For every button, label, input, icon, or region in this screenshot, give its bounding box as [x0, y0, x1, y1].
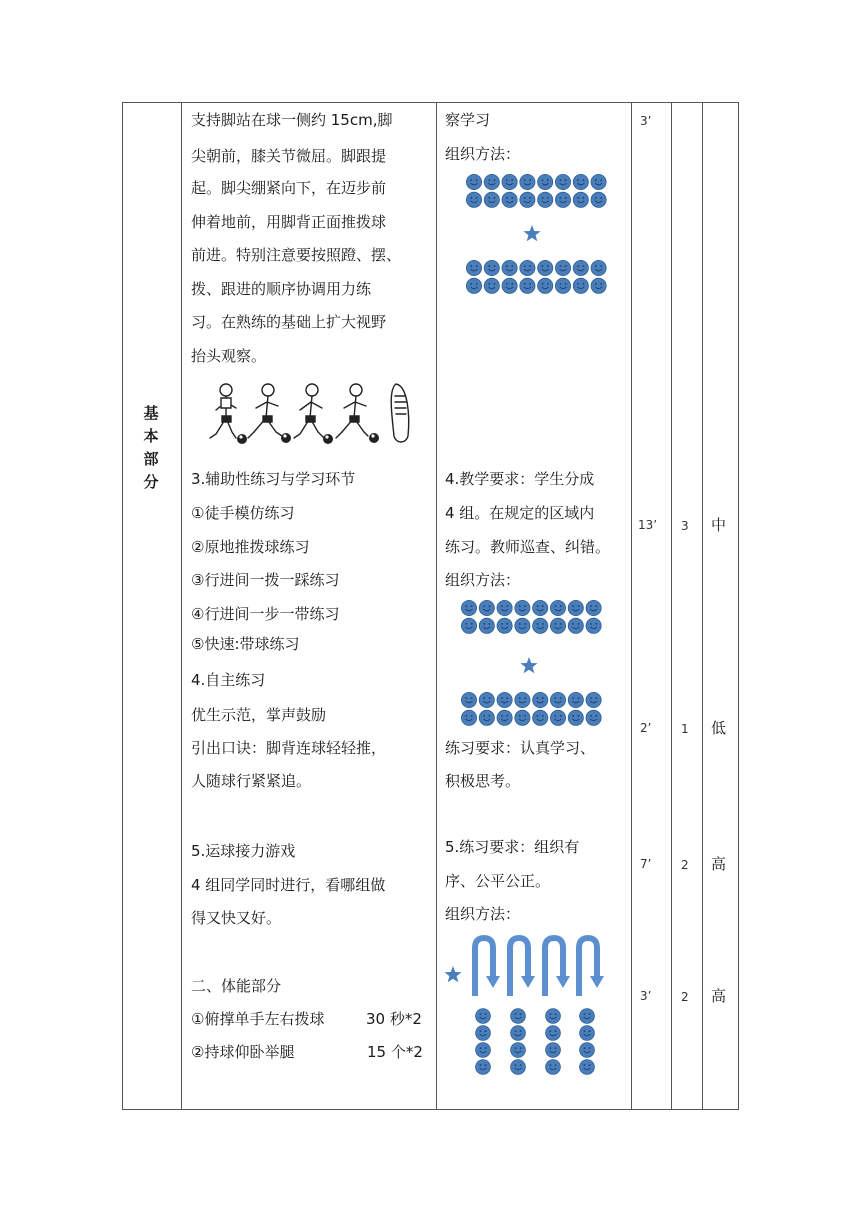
content-line: 伸着地前，用脚背正面推拨球 [191, 213, 387, 231]
count-value: 2 [681, 858, 689, 872]
student-smiley-icon [591, 192, 606, 207]
student-smiley-icon [550, 692, 565, 707]
student-smiley-icon [466, 278, 481, 293]
student-smiley-icon [586, 692, 601, 707]
student-smiley-icon [591, 174, 606, 189]
student-smiley-icon [520, 174, 535, 189]
part4-title: 4.自主练习 [191, 671, 266, 689]
student-smiley-icon [476, 1060, 491, 1075]
fitness-item-name: ①俯撑单手左右拨球 [191, 1010, 325, 1028]
section-title-char: 分 [143, 473, 159, 491]
student-smiley-icon [550, 600, 565, 615]
student-smiley-icon [573, 278, 588, 293]
student-smiley-icon [533, 710, 548, 725]
student-smiley-icon [550, 710, 565, 725]
student-smiley-icon [538, 192, 553, 207]
student-smiley-icon [538, 260, 553, 275]
time-value: 3’ [640, 114, 652, 128]
section-title [139, 402, 163, 494]
student-smiley-icon [515, 600, 530, 615]
part4-line: 优生示范，掌声鼓励 [191, 706, 327, 724]
time-value: 2’ [640, 721, 652, 735]
part4-line: 人随球行紧紧追。 [191, 772, 312, 790]
student-smiley-icon [497, 692, 512, 707]
student-smiley-icon [476, 1043, 491, 1058]
student-smiley-icon [476, 1026, 491, 1041]
time-value: 3’ [640, 989, 652, 1003]
student-smiley-icon [479, 618, 494, 633]
student-smiley-icon [461, 600, 476, 615]
count-value: 2 [681, 990, 689, 1004]
student-smiley-icon [580, 1060, 595, 1075]
time-value: 7’ [640, 857, 652, 871]
student-smiley-icon [538, 278, 553, 293]
formation-diagram-2 [455, 594, 607, 732]
student-smiley-icon [555, 174, 570, 189]
teacher-star-icon [520, 657, 537, 673]
intensity-value: 高 [711, 855, 727, 873]
teacher-star-icon [444, 966, 461, 982]
content-line: 支持脚站在球一侧约 15cm,脚 [191, 111, 393, 129]
org-requirement-line: 序、公平公正。 [445, 872, 551, 890]
student-smiley-icon [568, 692, 583, 707]
content-line: 拨、跟进的顺序协调用力练 [191, 280, 372, 298]
student-smiley-icon [586, 618, 601, 633]
part3-title: 3.辅助性练习与学习环节 [191, 470, 356, 488]
student-smiley-icon [550, 618, 565, 633]
student-smiley-icon [573, 174, 588, 189]
student-smiley-icon [555, 260, 570, 275]
fitness-item-amount: 15 个*2 [367, 1043, 423, 1061]
student-smiley-icon [520, 278, 535, 293]
student-smiley-icon [497, 618, 512, 633]
intensity-value: 高 [711, 987, 727, 1005]
part3-item: ⑤快速:带球练习 [191, 635, 300, 653]
student-smiley-icon [580, 1026, 595, 1041]
student-smiley-icon [555, 192, 570, 207]
student-smiley-icon [586, 600, 601, 615]
formation-diagram-1 [460, 168, 612, 298]
student-smiley-icon [502, 260, 517, 275]
practice-requirement-line: 练习要求：认真学习、 [445, 739, 596, 757]
student-smiley-icon [538, 174, 553, 189]
content-line: 起。脚尖绷紧向下，在迈步前 [191, 179, 387, 197]
student-smiley-icon [573, 260, 588, 275]
section-title-char: 部 [143, 450, 159, 468]
student-smiley-icon [515, 710, 530, 725]
student-smiley-icon [568, 618, 583, 633]
part5-title: 5.运球接力游戏 [191, 842, 296, 860]
student-smiley-icon [484, 192, 499, 207]
student-smiley-icon [461, 618, 476, 633]
fitness-item-name: ②持球仰卧举腿 [191, 1043, 295, 1061]
student-smiley-icon [479, 600, 494, 615]
dribbling-sequence-illustration [196, 376, 418, 448]
student-smiley-icon [533, 692, 548, 707]
student-smiley-icon [466, 174, 481, 189]
student-smiley-icon [573, 192, 588, 207]
student-smiley-icon [497, 600, 512, 615]
student-smiley-icon [546, 1043, 561, 1058]
student-smiley-icon [520, 260, 535, 275]
time-value: 13’ [638, 518, 658, 532]
part3-item: ③行进间一拨一踩练习 [191, 571, 340, 589]
student-smiley-icon [533, 600, 548, 615]
section-title-char: 本 [143, 427, 159, 445]
student-smiley-icon [479, 692, 494, 707]
content-line: 习。在熟练的基础上扩大视野 [191, 313, 387, 331]
student-smiley-icon [520, 192, 535, 207]
student-smiley-icon [515, 692, 530, 707]
part3-item: ②原地推拨球练习 [191, 538, 310, 556]
student-smiley-icon [484, 278, 499, 293]
practice-requirement-line: 积极思考。 [445, 772, 521, 790]
count-value: 1 [681, 722, 689, 736]
student-smiley-icon [568, 710, 583, 725]
student-smiley-icon [461, 710, 476, 725]
org-requirement-line: 练习。教师巡查、纠错。 [445, 538, 611, 556]
student-smiley-icon [591, 260, 606, 275]
student-smiley-icon [591, 278, 606, 293]
student-smiley-icon [502, 174, 517, 189]
org-requirement-line: 4.教学要求：学生分成 [445, 470, 595, 488]
student-smiley-icon [555, 278, 570, 293]
student-smiley-icon [546, 1009, 561, 1024]
relay-u-turn-arrow-icon [510, 938, 535, 996]
fitness-item-amount: 30 秒*2 [366, 1010, 422, 1028]
student-smiley-icon [502, 278, 517, 293]
student-smiley-icon [466, 260, 481, 275]
student-smiley-icon [502, 192, 517, 207]
part4-line: 引出口诀：脚背连球轻轻推， [191, 739, 387, 757]
intensity-value: 中 [711, 516, 727, 534]
org-label: 组织方法： [445, 905, 521, 923]
org-label: 组织方法： [445, 571, 521, 589]
student-smiley-icon [511, 1009, 526, 1024]
content-line: 前进。特别注意要按照蹬、摆、 [191, 246, 402, 264]
student-smiley-icon [511, 1026, 526, 1041]
part3-item: ④行进间一步一带练习 [191, 605, 340, 623]
org-requirement-line: 4 组。在规定的区域内 [445, 504, 595, 522]
student-smiley-icon [580, 1043, 595, 1058]
relay-u-turn-arrow-icon [475, 938, 500, 996]
content-line: 尖朝前，膝关节微屈。脚跟提 [191, 147, 387, 165]
intensity-value: 低 [711, 719, 727, 737]
relay-u-turn-arrow-icon [545, 938, 570, 996]
student-smiley-icon [466, 192, 481, 207]
student-smiley-icon [546, 1060, 561, 1075]
student-smiley-icon [580, 1009, 595, 1024]
student-smiley-icon [546, 1026, 561, 1041]
count-value: 3 [681, 519, 689, 533]
student-smiley-icon [511, 1043, 526, 1058]
student-smiley-icon [479, 710, 494, 725]
student-smiley-icon [497, 710, 512, 725]
relay-formation-diagram [440, 932, 615, 1080]
org-label: 组织方法： [445, 145, 521, 163]
relay-u-turn-arrow-icon [579, 938, 604, 996]
student-smiley-icon [568, 600, 583, 615]
student-smiley-icon [511, 1060, 526, 1075]
student-smiley-icon [461, 692, 476, 707]
part3-item: ①徒手模仿练习 [191, 504, 295, 522]
part5-line: 得又快又好。 [191, 909, 282, 927]
part5-line: 4 组同学同时进行，看哪组做 [191, 876, 386, 894]
student-smiley-icon [533, 618, 548, 633]
org-line: 察学习 [445, 111, 491, 129]
student-smiley-icon [484, 260, 499, 275]
student-smiley-icon [484, 174, 499, 189]
section-title-char: 基 [143, 404, 159, 422]
student-smiley-icon [476, 1009, 491, 1024]
student-smiley-icon [586, 710, 601, 725]
teacher-star-icon [523, 225, 540, 241]
content-line: 抬头观察。 [191, 347, 267, 365]
fitness-title: 二、体能部分 [191, 977, 282, 995]
org-requirement-line: 5.练习要求：组织有 [445, 838, 580, 856]
student-smiley-icon [515, 618, 530, 633]
